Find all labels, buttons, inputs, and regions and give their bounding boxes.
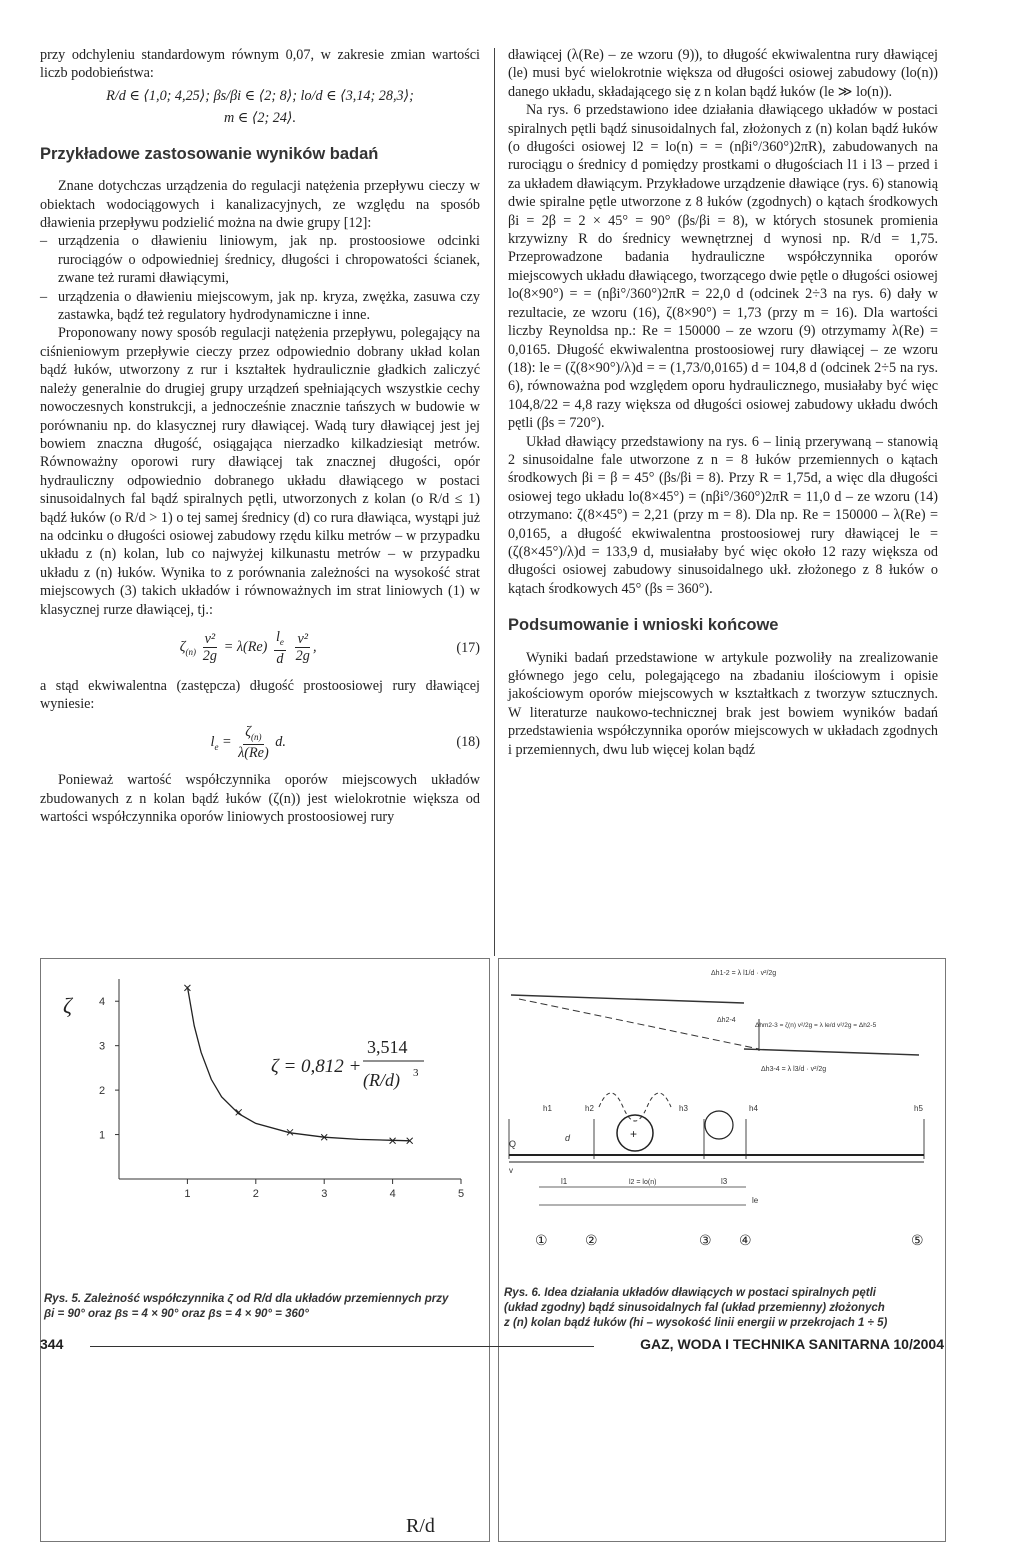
equation-number: (18) [456, 734, 480, 751]
ranges-formula: R/d ∈ ⟨1,0; 4,25⟩; βs/βi ∈ ⟨2; 8⟩; lo/d ∈ ⟨3,14; 28,3⟩; [106, 87, 414, 104]
section-2: ② [585, 1232, 598, 1248]
v-label: v [509, 1166, 513, 1175]
svg-text:+: + [630, 1127, 638, 1141]
page-number: 344 [40, 1336, 64, 1352]
h5-label: h5 [914, 1104, 923, 1113]
dh24-label: Δh2-4 [717, 1017, 736, 1024]
le-label: le [752, 1196, 759, 1205]
d-label: d [565, 1133, 571, 1143]
paragraph: Proponowany nowy sposób regulacji natężenia przepływu, polegający na ciśnieniowym przepływie cieczy przez odpowiednio dobrany układ kolan bądź łuków, utworzony z rur i kształtek hydraulicznie gładkich zaliczyć należy generalnie do drugiej grupy urządzeń spełniających wszystkie cechy nowoczesnych konstrukcji, a jednocześnie znacznie tańszych w budowie w porównaniu np. do klasycznej rury dławiącej. Wadą tury dławiącej jest jej bowiem znaczna długość, osiągająca nierzadko kilkadziesiąt metrów. Równoważny oporowi rury dławiącej tak znacznej długości, opór hydrauliczny odpowiednio dobranego układu dławiącego w postaci sinusoidalnych fal bądź spiralnych pętli, utworzonych z kolan (o R/d ≤ 1) bądź łuków (o R/d > 1) o tej samej średnicy (d) co rura dławiąca, wystąpi już na odcinku o długości osiowej zabudowy rzędu kilku metrów – w przypadku układu z (n) kolan, lub co najwyżej kilkunastu metrów – w przypadku układu z (n) łuków. Wynika to z porównania zależności na wysokość strat miejscowych (3) takich układów i równoważnych im strat liniowych (1) w klasycznej rurze dławiącej, tj.: [40, 325, 480, 618]
h4-label: h4 [749, 1104, 758, 1113]
caption-line: βi = 90° oraz βs = 4 × 90° oraz βs = 4 × 90° = 360° [44, 1308, 309, 1320]
column-divider [494, 48, 495, 956]
h2-label: h2 [585, 1104, 594, 1113]
journal-name: GAZ, WODA I TECHNIKA SANITARNA 10/2004 [640, 1336, 944, 1352]
page-footer [40, 1336, 944, 1356]
caption-line: Rys. 5. Zależność współczynnika ζ od R/d dla układów przemiennych przy [44, 1293, 449, 1305]
paragraph: Znane dotychczas urządzenia do regulacji natężenia przepływu cieczy w obiektach wodociągowych i kanalizacyjnych, ze względu na sposób dławienia przepływu podzielić można na dwie grupy [12]: [40, 178, 480, 232]
h3-label: h3 [679, 1104, 688, 1113]
right-column [508, 46, 938, 759]
caption-line: Rys. 6. Idea działania układów dławiących w postaci spiralnych pętli [504, 1287, 876, 1299]
equation-17: $\zeta_{(n)}$ $\frac{\text{v²}}{2g}$ = λ(Re) $\frac{l_e}{d}$ $\frac{\text{v²}}{2g}$ , (17) [179, 628, 480, 667]
equation-number: (17) [456, 639, 480, 656]
figure-6-diagram [499, 959, 943, 1539]
caption-line: (układ zgodny) bądź sinusoidalnych fal (układ przemienny) złożonych [504, 1302, 885, 1314]
paragraph: dławiącej (λ(Re) – ze wzoru (9)), to długość ekwiwalentna rury dławiącej (le) musi być wielokrotnie większa od długości osiowej zabudowy (lo(n)) danego układu, składającego się z n kolan bądź łuków (le ≫ lo(n)). [508, 47, 938, 100]
l1-label: l1 [561, 1177, 568, 1186]
paragraph: Układ dławiący przedstawiony na rys. 6 – linią przerywaną – stanowią 2 sinusoidalne fale utworzone z n = 8 łuków przemiennych o kątach środkowych βi = β = 45° (βs/βi = 8). Przy R = 1,75d, a więc dla długości osiowej tego układu lo(8×45°) = (nβi°/360°)2πR = 11,0 d – ze wzoru (14) otrzymano: ζ(8×45°) = 2,21 (przy m = 8). Dla np. Re = 150000 – λ(Re) = 0,0165, a długość ekwiwalentna prostoosiowej rury dławiącej le = (ζ(8×45°)/λ)d = 133,9 d, musiałaby być więc około 12 razy większa od długości osiowej zabudowy sinusoidalnego ukł. złożonego z 8 łuków o kątach środkowych 45° (βs = 360°). [508, 433, 938, 597]
section-1: ① [535, 1232, 548, 1248]
q-label: Q [509, 1139, 517, 1149]
x-tick-label: 1 [184, 1188, 191, 1200]
figure-5-caption [44, 1292, 484, 1322]
formula-lhs: ζ = 0,812 + [271, 1056, 362, 1077]
list [40, 232, 480, 324]
x-tick-label: 4 [389, 1188, 396, 1200]
x-tick-label: 3 [321, 1188, 328, 1200]
y-tick-label: 3 [99, 1040, 106, 1053]
y-tick-label: 2 [99, 1085, 106, 1098]
formula [271, 1037, 424, 1091]
figure-6-caption [504, 1286, 940, 1331]
ranges-formula-2: m ∈ ⟨2; 24⟩. [223, 109, 296, 126]
l2-label: l2 = lo(n) [629, 1179, 657, 1186]
x-tick-label: 2 [252, 1188, 259, 1200]
section-3: ③ [699, 1232, 712, 1248]
paragraph: Na rys. 6 przedstawiono idee działania dławiącego układów w postaci spiralnych pętli bądź sinusoidalnych fal, złożonych z (n) kolan bądź łuków (o długości osiowej l2 = lo(n) = = (nβi°/360°)2πR), zabudowanych na rurociągu o średnicy d pomiędzy prostkami o długościach l1 i l3 – przed i za układem dławiącym. Przykładowe urządzenie dławiące (rys. 6) stanowią dwie spiralne pętle utworzone z 8 łuków (zgodnych) o kątach środkowych βi = 2β = 2 × 45° = 90° (βs/βi = 8), w których stosunek promienia krzywizny R do średnicy wewnętrznej d wynosi np. R/d = 1,75. Przeprowadzone badania hydrauliczne współczynnika oporów miejscowych układu dławiącego, tworzącego dwie pętle o długości osiowej lo(8×90°) = = (nβi°/360°)2πR = 22,0 d (odcinek 2÷3 na rys. 6) dały w rezultacie, ze wzoru (16), ζ(8×90°) = 1,73 (przy m = 16). Dla wartości liczby Reynoldsa np.: Re = 150000 – ze wzoru (9) otrzymamy λ(Re) = 0,0165. Długość ekwiwalentna prostoosiowej rury dławiącej – ze wzoru (18): le = (ζ(8×90°)/λ)d = = (1,73/0,0165) d = 104,8 d (odcinek 2÷5 na rys. 6), równoważna pod względem oporu hydraulicznego, musiałaby być więc 104,8/22 = 4,8 razy większa od długości osiowej zabudowy układu dwóch pętli (βs = 720°). [508, 102, 938, 432]
dh34-label: Δh3-4 = λ l3/d · v²/2g [761, 1066, 827, 1073]
x-axis-label: R/d [406, 1515, 435, 1537]
l3-label: l3 [721, 1177, 728, 1186]
section-4: ④ [739, 1232, 752, 1248]
y-tick-label: 4 [99, 996, 106, 1009]
caption-line: z (n) kolan bądź łuków (hi – wysokość linii energii w przekrojach 1 ÷ 5) [504, 1317, 888, 1329]
x-tick-label: 5 [458, 1188, 465, 1200]
y-axis-label: ζ [63, 993, 72, 1018]
formula-numerator: 3,514 [367, 1037, 408, 1057]
left-column [40, 46, 480, 827]
formula-exponent: 3 [413, 1067, 419, 1079]
footer-rule [90, 1346, 594, 1347]
dh12-label: Δh1-2 = λ l1/d · v²/2g [711, 970, 777, 977]
section-heading: Przykładowe zastosowanie wyników badań [40, 144, 379, 163]
paragraph: Wyniki badań przedstawione w artykule pozwoliły na zrealizowanie głównego jego celu, polegającego na zbadaniu ilościowym i opisie jakościowym oporów miejscowych w kształtkach z tworzyw sztucznych. W literaturze naukowo-technicznej brak jest bowiem wyników badań przedstawienia współczynnika oporów miejscowych w układach zgodnych i przemiennych, dwu lub więcej kolan bądź [508, 649, 938, 758]
y-tick-label: 1 [99, 1129, 106, 1142]
paragraph: przy odchyleniu standardowym równym 0,07, w zakresie zmian wartości liczb podobieństwa: [40, 47, 480, 82]
plot-area [99, 979, 464, 1200]
equation-18: $l_e$ = $\frac{\zeta_{(n)}}{\lambda(Re)}$ d. (18) [210, 723, 480, 762]
formula-denominator: (R/d) [363, 1070, 400, 1090]
list-item: – urządzenia o dławieniu miejscowym, jak np. kryza, zwężka, zasuwa czy zastawka, bądź też regulatory hydrodynamiczne i inne. [40, 288, 480, 325]
figure-5-chart [41, 959, 487, 1539]
section-heading: Podsumowanie i wnioski końcowe [508, 616, 779, 635]
paragraph: Ponieważ wartość współczynnika oporów miejscowych układów zbudowanych z n kolan bądź łuków (ζ(n)) jest wielokrotnie większa od wartości współczynnika oporów liniowych prostoosiowej rury [40, 772, 480, 826]
section-5: ⑤ [911, 1232, 924, 1248]
h1-label: h1 [543, 1104, 552, 1113]
list-item: – urządzenia o dławieniu liniowym, jak np. prostoosiowe odcinki rurociągów o odpowiedniej średnicy, długości i chropowatości ścianek, zwane też rurami dławiącymi, [40, 232, 480, 287]
paragraph: a stąd ekwiwalentna (zastępcza) długość prostoosiowej rury dławiącej wyniesie: [40, 677, 480, 713]
dhm23-label: Δhm2-3 = ζ(n) v²/2g = λ le/d v²/2g = Δh2-5 [755, 1022, 877, 1029]
